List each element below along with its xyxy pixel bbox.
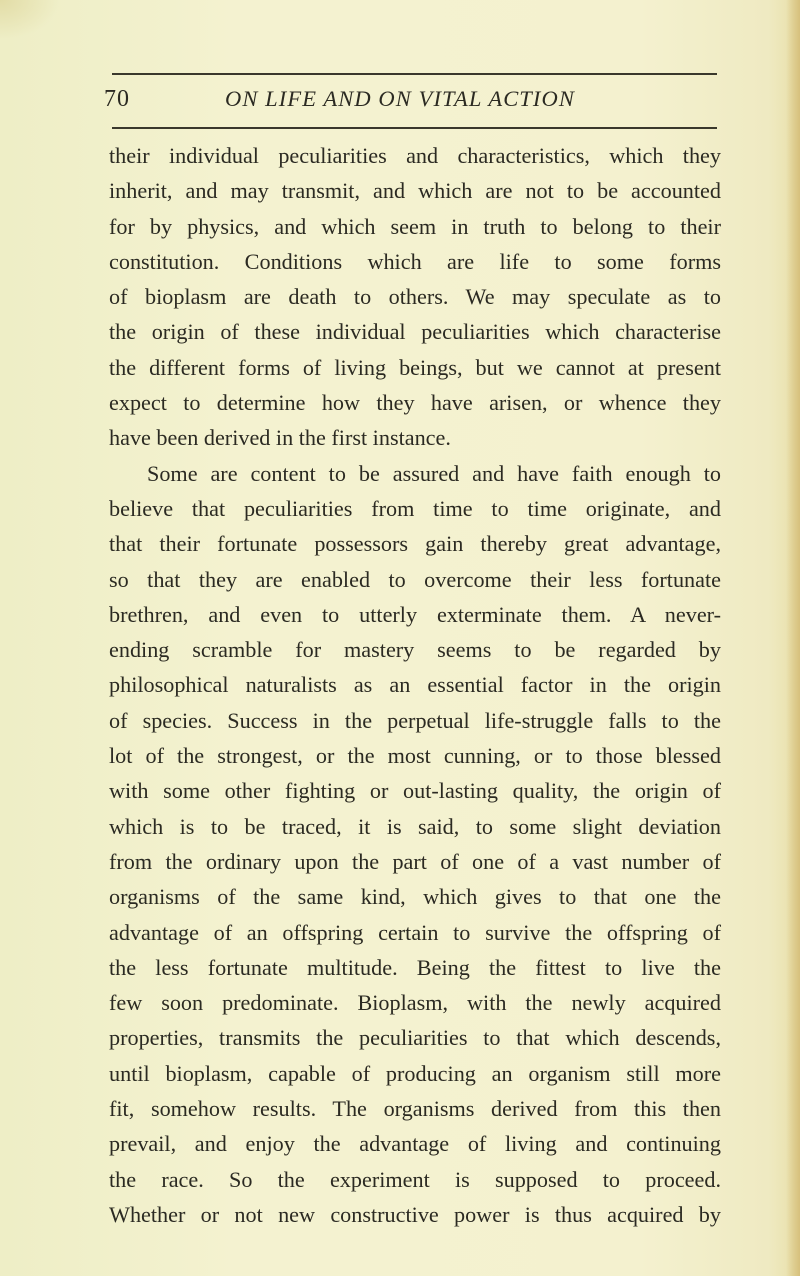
text-line: Whether or not new constructive power is thus acquired by [109, 1201, 721, 1227]
header-rule-bottom [112, 127, 717, 129]
text-line: with some other fighting or out-lasting quality, the origin of [109, 778, 721, 804]
text-line: advantage of an offspring certain to survive the offspring of [109, 919, 721, 945]
text-line: Some are content to be assured and have faith enough to [147, 460, 721, 486]
text-line: from the ordinary upon the part of one of a vast number of [109, 848, 721, 874]
paragraph [109, 456, 721, 1233]
text-line: constitution. Conditions which are life to some forms [109, 248, 721, 274]
text-line: organisms of the same kind, which gives to that one the [109, 884, 721, 910]
text-line: philosophical naturalists as an essential factor in the origin [109, 672, 721, 698]
text-line: for by physics, and which seem in truth to belong to their [109, 213, 721, 239]
page-shadow-corner [0, 0, 60, 40]
text-line: which is to be traced, it is said, to some slight deviation [109, 813, 721, 839]
text-line: have been derived in the first instance. [109, 425, 451, 451]
running-title: ON LIFE AND ON VITAL ACTION [225, 86, 575, 111]
text-line: so that they are enabled to overcome their less fortunate [109, 566, 721, 592]
text-line: prevail, and enjoy the advantage of living and continuing [109, 1131, 721, 1157]
text-line: the different forms of living beings, but we cannot at present [109, 354, 721, 380]
text-line: expect to determine how they have arisen, or whence they [109, 390, 721, 416]
paragraph [109, 138, 721, 456]
header-rule-top [112, 73, 717, 75]
text-line: lot of the strongest, or the most cunning, or to those blessed [109, 743, 721, 769]
page-edge-shadow [786, 0, 800, 1276]
text-line: their individual peculiarities and characteristics, which they [109, 143, 721, 168]
text-line: the origin of these individual peculiarities which characterise [109, 319, 721, 345]
body-text [109, 138, 721, 1232]
running-head [104, 86, 724, 120]
page-number: 70 [104, 86, 130, 112]
text-line: of bioplasm are death to others. We may speculate as to [109, 284, 721, 310]
text-line: the race. So the experiment is supposed to proceed. [109, 1166, 721, 1192]
text-line: of species. Success in the perpetual life-struggle falls to the [109, 707, 721, 733]
text-line: the less fortunate multitude. Being the fittest to live the [109, 954, 721, 980]
text-line: brethren, and even to utterly exterminate them. A never- [109, 601, 721, 627]
text-line: fit, somehow results. The organisms derived from this then [109, 1096, 721, 1122]
text-line: until bioplasm, capable of producing an organism still more [109, 1060, 721, 1086]
text-line: that their fortunate possessors gain thereby great advantage, [109, 531, 721, 557]
text-line: inherit, and may transmit, and which are not to be accounted [109, 178, 721, 204]
text-line: believe that peculiarities from time to time originate, and [109, 495, 721, 521]
text-line: properties, transmits the peculiarities to that which descends, [109, 1025, 721, 1051]
text-line: few soon predominate. Bioplasm, with the newly acquired [109, 990, 721, 1016]
text-line: ending scramble for mastery seems to be regarded by [109, 637, 721, 663]
